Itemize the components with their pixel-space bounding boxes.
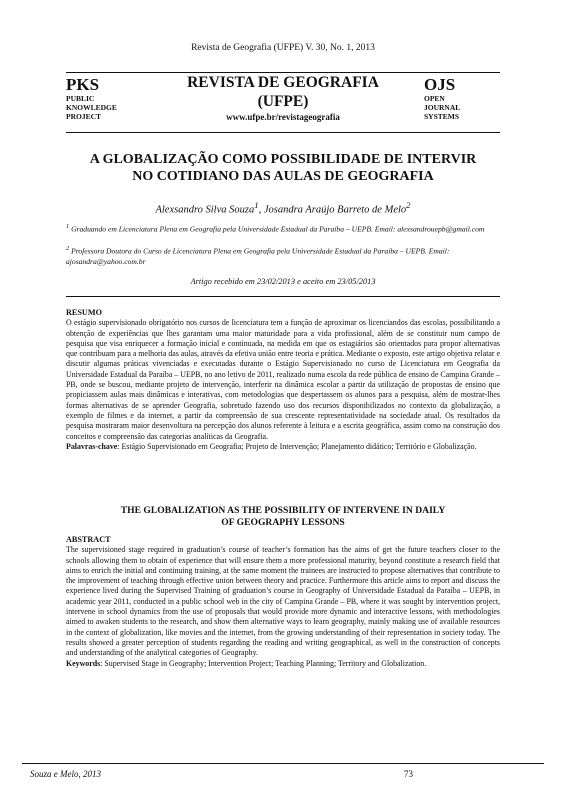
- pks-logo: [66, 75, 146, 121]
- author-2-affil-mark: 2: [406, 200, 411, 210]
- journal-masthead: [66, 72, 500, 134]
- running-head: Revista de Geografia (UFPE) V. 30, No. 1, 2013: [191, 43, 375, 53]
- author-line: [0, 200, 566, 216]
- resumo-section: [66, 308, 500, 452]
- article-title: [40, 151, 526, 185]
- journal-url[interactable]: www.ufpe.br/revistageografia: [226, 112, 340, 122]
- page-number: 73: [404, 769, 413, 779]
- affiliation-text: Professora Doutora do Curso de Licenciatura Plena em Geografia pela Universidade Estadual da Paraíba – UEPB. Email: ajosandra@yahoo.com.br: [66, 246, 450, 266]
- ojs-logo: [424, 75, 500, 121]
- received-date: Artigo recebido em 23/02/2013 e aceito em 23/05/2013: [190, 277, 376, 286]
- abstract-keywords-label: Keywords: [66, 658, 101, 668]
- journal-name-line2: (UFPE): [257, 93, 309, 110]
- abstract-section: [66, 535, 500, 669]
- ojs-logo-line: OPEN: [424, 94, 445, 103]
- section-divider: [66, 296, 500, 297]
- resumo-keywords-text: : Estágio Supervisionado em Geografia; Projeto de Intervenção; Planejamento didático; Território e Globalização.: [117, 441, 477, 451]
- footer-rule: [22, 763, 544, 764]
- resumo-heading: RESUMO: [66, 308, 102, 317]
- ojs-logo-title: OJS: [424, 75, 456, 94]
- author-separator: ,: [258, 204, 264, 216]
- pks-logo-line: KNOWLEDGE: [66, 103, 117, 112]
- resumo-keywords-label: Palavras-chave: [66, 441, 118, 451]
- affiliation-2: [66, 244, 500, 267]
- abstract-keywords-text: : Supervised Stage in Geography; Intervention Project; Teaching Planning; Territory and Globalization.: [100, 658, 427, 668]
- author-1: Alexsandro Silva Souza: [155, 204, 255, 216]
- masthead-bottom-rule: [66, 132, 500, 133]
- pks-logo-line: PROJECT: [66, 112, 102, 121]
- author-1-affil-mark: 1: [254, 200, 259, 210]
- journal-name-line1: REVISTA DE GEOGRAFIA: [187, 74, 379, 91]
- ojs-logo-line: JOURNAL: [424, 103, 461, 112]
- affiliation-1: [66, 222, 500, 235]
- resumo-body: O estágio supervisionado obrigatório nos cursos de licenciatura tem a função de aproximar os licenciandos das escolas, possibilitando a obtenção de experiências que lhes garantam uma maior maturidade para a vida profissional, além de se constituir num campo de pesquisa que visa enriquecer a formação inicial e continuada, na medida em que os estagiários são orientados para propor alternativas que contribuam para a melhoria das aulas, através da efetiva união entre teoria e prática. Mediante o exposto, este artigo objetiva relatar e discutir algumas práticas vivenciadas e executadas durante o Estágio Supervisionado no curso de Licenciatura em Geografia da Universidade Estadual da Paraíba – UEPB, no ano letivo de 2011, realizado numa escola da rede pública de ensino de Campina Grande – PB, onde se buscou, mediante projeto de intervenção, interferir na dinâmica escolar a partir da utilização de propostas de ensino que propiciassem aulas mais dinâmicas e interativas, com metodologias que despertassem os alunos para a pesquisa, além de mostrar-lhes formas alternativas de se aprender Geografia, sobretudo fazendo uso dos recursos disponibilizados no contexto da globalização, a exemplo de filmes e da internet, a partir da compreensão de sua crescente representatividade na sociedade atual. Os resultados da pesquisa mostraram maior desenvoltura na percepção dos alunos referente à leitura e a escrita geográfica, assim como na construção dos conceitos e compreensão das categorias analíticas da Geografia.: [66, 318, 501, 441]
- abstract-keywords: [66, 659, 500, 669]
- english-title-line2: OF GEOGRAPHY LESSONS: [221, 516, 345, 528]
- article-title-line1: A GLOBALIZAÇÃO COMO POSSIBILIDADE DE INTERVIR: [89, 152, 477, 167]
- footer-citation: Souza e Melo, 2013: [30, 769, 101, 779]
- article-title-line2: NO COTIDIANO DAS AULAS DE GEOGRAFIA: [132, 169, 434, 184]
- pks-logo-line: PUBLIC: [66, 94, 95, 103]
- author-2: Josandra Araújo Barreto de Melo: [263, 204, 407, 216]
- pks-logo-title: PKS: [66, 75, 100, 94]
- abstract-body: The supervisioned stage required in graduation’s course of teacher’s formation has the aims of get the future teachers closer to the schools allowing them to obtain of experience that will ensure them a more professional maturity, beyond constitute a research field that aims to enrich the initial and continuing training, at the same moment the trainees are instructed to propose alternatives that contribute to the improvement of teaching through effective union between theory and practice. Furthermore this article aims to report and discuss the experience lived during the Supervised Training of graduation’s course in Geography of Universidade Estadual da Paraíba – UEPB, in academic year 2011, conducted in a public school web in the city of Campina Grande – PB, where it was sought by intervention project, intervene in school dynamics from the use of proposals that would provide more dynamic and interactive lessons, with methodologies aimed to awaken students to the research, and show them alternative ways to learn geography, mainly making use of available resources in the context of globalization, like movies and the internet, from the growing understanding of their representation in society today. The results showed a greater perception of students regarding the reading and writing geographical, as well in the construction of concepts and understanding of the analytical categories of Geography.: [66, 545, 500, 658]
- affiliation-mark: 2: [66, 245, 70, 252]
- affiliation-mark: 1: [66, 223, 70, 230]
- affiliation-text: Graduando em Licenciatura Plena em Geografia pela Universidade Estadual da Paraíba – UEPB. Email: alexsandrouepb@gmail.com: [69, 224, 485, 234]
- ojs-logo-line: SYSTEMS: [424, 112, 460, 121]
- english-title: [70, 505, 496, 528]
- abstract-heading: ABSTRACT: [66, 535, 111, 544]
- journal-name: [158, 74, 408, 123]
- english-title-line1: THE GLOBALIZATION AS THE POSSIBILITY OF INTERVENE IN DAILY: [120, 505, 446, 516]
- resumo-keywords: [66, 442, 500, 452]
- masthead-top-rule: [66, 72, 500, 73]
